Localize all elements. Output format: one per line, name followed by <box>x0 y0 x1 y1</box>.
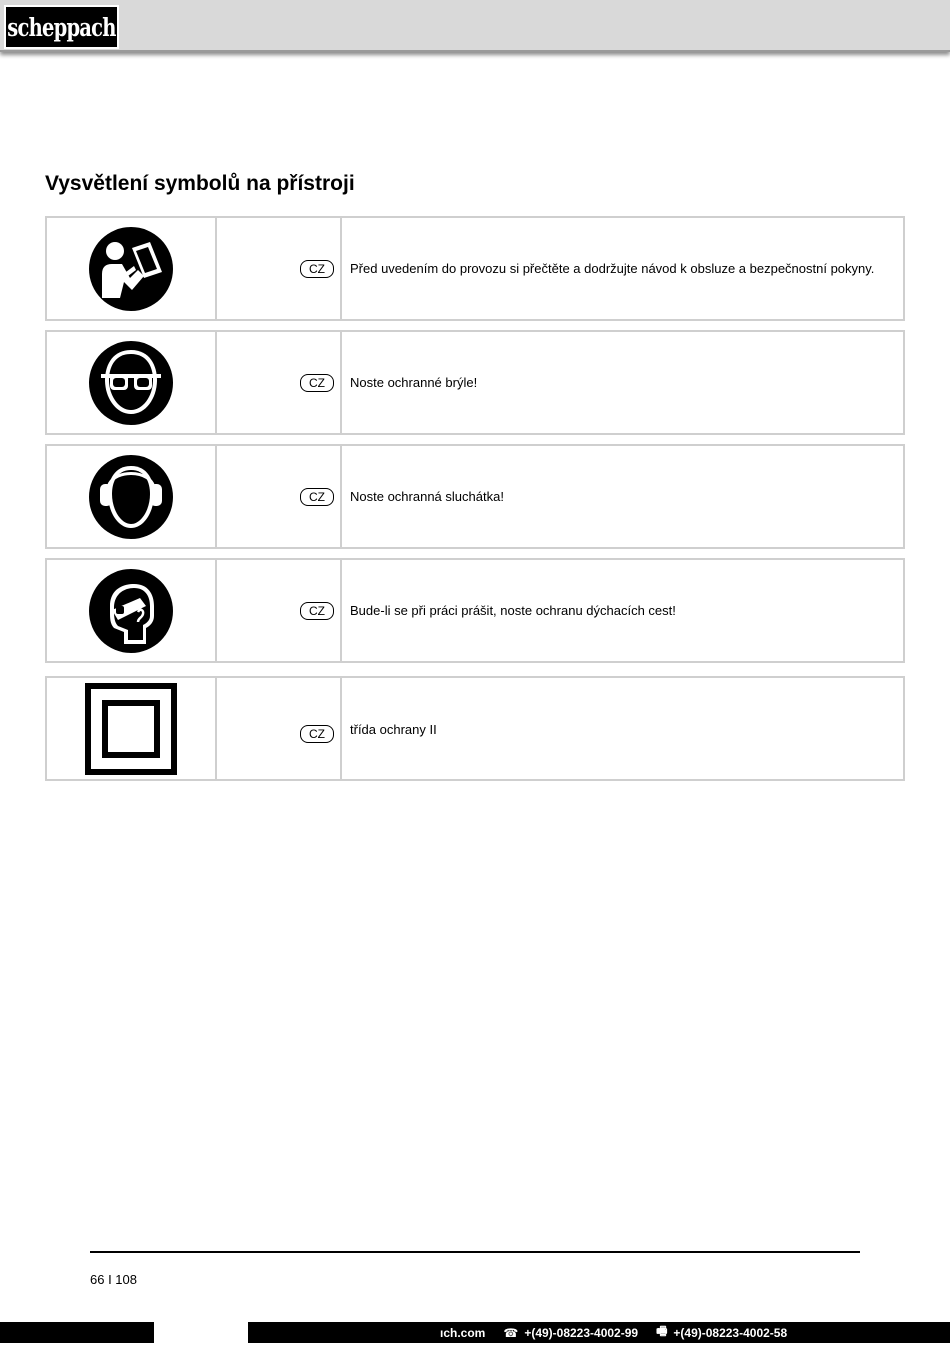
symbol-icon-cell <box>47 332 217 433</box>
read-manual-icon <box>88 226 174 312</box>
symbol-description: třída ochrany II <box>350 722 437 737</box>
language-cell <box>217 218 342 319</box>
symbol-icon-cell <box>47 560 217 661</box>
symbol-row <box>45 444 905 549</box>
footer-bar-gap <box>154 1322 248 1345</box>
language-cell <box>217 678 342 779</box>
website-text: ıch.com <box>440 1325 486 1340</box>
phone-icon: ☎ <box>503 1325 519 1340</box>
footer-contact <box>440 1324 787 1341</box>
symbol-description: Bude-li se při práci prášit, noste ochranu dýchacích cest! <box>350 603 676 618</box>
safety-goggles-icon <box>88 340 174 426</box>
fax-number: +(49)-08223-4002-58 <box>673 1325 788 1340</box>
logo-text: scheppach <box>7 12 116 42</box>
language-badge: CZ <box>300 602 334 620</box>
protection-class-ii-icon <box>85 683 177 775</box>
symbol-description: Noste ochranná sluchátka! <box>350 489 504 504</box>
page-number: 66 I 108 <box>90 1272 137 1287</box>
language-badge: CZ <box>300 260 334 278</box>
symbol-icon-cell <box>47 218 217 319</box>
ear-protection-icon <box>88 454 174 540</box>
symbol-row <box>45 558 905 663</box>
language-cell <box>217 446 342 547</box>
symbol-row <box>45 676 905 781</box>
language-badge: CZ <box>300 488 334 506</box>
symbol-icon-cell <box>47 446 217 547</box>
fax-icon: 🖷 <box>656 1324 668 1338</box>
footer-rule <box>90 1251 860 1253</box>
symbol-description: Noste ochranné brýle! <box>350 375 478 390</box>
language-cell <box>217 332 342 433</box>
language-cell <box>217 560 342 661</box>
symbol-row <box>45 216 905 321</box>
symbol-description: Před uvedením do provozu si přečtěte a dodržujte návod k obsluze a bezpečnostní pokyny. <box>350 261 875 276</box>
language-badge: CZ <box>300 725 334 743</box>
header-bar <box>0 0 950 52</box>
symbol-icon-cell <box>47 678 217 779</box>
phone-number: +(49)-08223-4002-99 <box>524 1325 639 1340</box>
symbol-row <box>45 330 905 435</box>
respiratory-protection-icon <box>88 568 174 654</box>
language-badge: CZ <box>300 374 334 392</box>
scheppach-logo <box>4 5 119 49</box>
page-title: Vysvětlení symbolů na přístroji <box>45 172 355 195</box>
